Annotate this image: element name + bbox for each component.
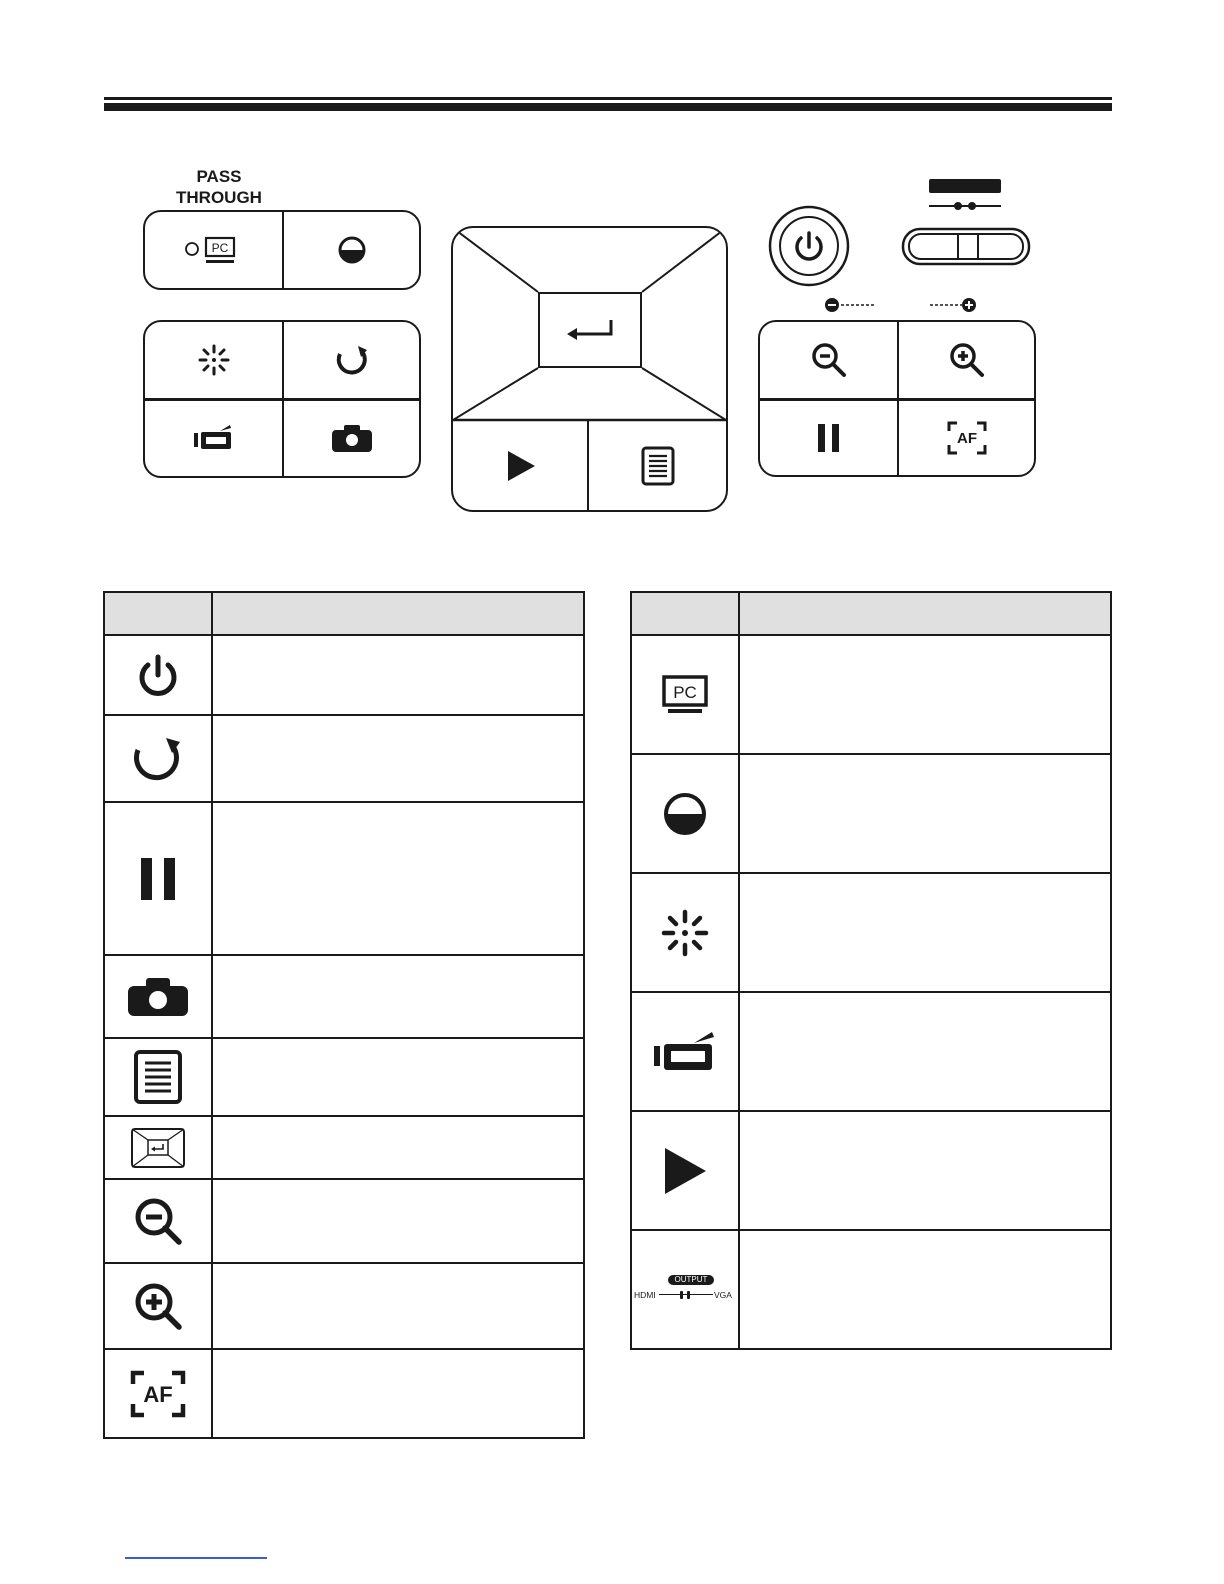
navigation-pad: [451, 226, 728, 512]
pause-icon: [139, 856, 177, 902]
enter-button[interactable]: [538, 292, 642, 368]
nav-up-button[interactable]: [463, 232, 717, 290]
zoom-out-button[interactable]: [760, 322, 897, 398]
table-row: [104, 1349, 584, 1438]
minus-circle-icon: [824, 296, 876, 314]
zoom-in-icon: [948, 341, 986, 379]
switch-track: [659, 1294, 713, 1295]
right-table-header-desc-col: [739, 592, 1111, 635]
table-row: [631, 992, 1111, 1111]
table-row: [631, 1111, 1111, 1230]
row-description: [739, 1230, 1111, 1349]
hdmi-label: HDMI: [634, 1289, 656, 1300]
row-description: [739, 992, 1111, 1111]
capture-panel: [143, 320, 421, 478]
light-icon: [197, 343, 231, 377]
light-button[interactable]: [145, 322, 282, 398]
table-row: [104, 1038, 584, 1116]
table-row: [104, 1116, 584, 1179]
play-button[interactable]: [453, 422, 588, 510]
row-description: [739, 1111, 1111, 1230]
row-description: [212, 715, 584, 802]
play-icon: [505, 449, 537, 483]
table-row: [104, 802, 584, 955]
zoom-minus-indicator: [824, 296, 876, 314]
rotate-icon: [334, 342, 370, 378]
camera-icon: [330, 423, 374, 453]
snapshot-button[interactable]: [284, 400, 419, 476]
right-icon-table: [630, 591, 1112, 1350]
right-table-header: [631, 592, 1111, 635]
table-row: [104, 1263, 584, 1349]
table-row: [104, 715, 584, 802]
table-row: [631, 1230, 1111, 1349]
left-table-header-icon-col: [104, 592, 212, 635]
output-label: OUTPUT: [668, 1275, 714, 1285]
row-description: [212, 955, 584, 1038]
row-description: [212, 635, 584, 715]
light-icon: [660, 908, 710, 958]
zoom-plus-indicator: [928, 296, 978, 314]
output-switch[interactable]: [900, 178, 1032, 268]
play-icon: [662, 1146, 708, 1196]
nav-left-button[interactable]: [457, 294, 535, 366]
footer-link-underline[interactable]: [125, 1557, 267, 1559]
right-table-header-icon-col: [631, 592, 739, 635]
left-table-header: [104, 592, 584, 635]
enter-icon: [565, 318, 615, 342]
table-row: [631, 754, 1111, 873]
table-row: [631, 873, 1111, 992]
table-row: [104, 1179, 584, 1263]
menu-icon: [133, 1049, 183, 1105]
output-switch-icon: [634, 1275, 736, 1305]
rotate-button[interactable]: [284, 322, 419, 398]
power-button[interactable]: [768, 205, 850, 287]
video-record-button[interactable]: [145, 400, 282, 476]
half-circle-icon: [336, 234, 368, 266]
svg-text:PC: PC: [673, 682, 697, 702]
pass-through-panel: [143, 210, 421, 290]
row-description: [212, 1038, 584, 1116]
plus-circle-icon: [928, 296, 978, 314]
output-switch-graphic: [900, 178, 1032, 268]
rotate-icon: [132, 736, 184, 782]
zoom-in-button[interactable]: [899, 322, 1034, 398]
video-camera-icon: [652, 1030, 718, 1074]
camera-icon: [126, 976, 190, 1018]
header-rule-thin: [104, 97, 1112, 100]
row-description: [739, 635, 1111, 754]
nav-right-button[interactable]: [645, 294, 723, 366]
svg-text:PC: PC: [211, 241, 228, 255]
row-description: [212, 1263, 584, 1349]
zoom-in-icon: [133, 1281, 183, 1331]
row-description: [212, 802, 584, 955]
row-description: [212, 1116, 584, 1179]
svg-text:AF: AF: [143, 1381, 173, 1407]
row-description: [212, 1349, 584, 1438]
left-table-header-desc-col: [212, 592, 584, 635]
zoom-out-icon: [133, 1196, 183, 1246]
half-circle-button[interactable]: [284, 212, 419, 288]
pause-button[interactable]: [760, 400, 897, 475]
menu-button[interactable]: [590, 422, 726, 510]
pause-icon: [816, 422, 842, 454]
pc-button[interactable]: [145, 212, 282, 288]
pc-monitor-icon: [662, 675, 708, 715]
table-row: [104, 635, 584, 715]
row-description: [212, 1179, 584, 1263]
autofocus-icon: [130, 1370, 186, 1418]
left-icon-table: [103, 591, 585, 1439]
table-row: [104, 955, 584, 1038]
zoom-out-icon: [810, 341, 848, 379]
row-description: [739, 873, 1111, 992]
pc-monitor-icon: [184, 235, 244, 265]
power-icon: [136, 653, 180, 697]
svg-text:AF: AF: [956, 429, 977, 447]
header-rule-thick: [104, 103, 1112, 111]
autofocus-icon: [947, 421, 987, 455]
pass-through-label: PASS THROUGH: [176, 167, 262, 207]
menu-icon: [641, 446, 675, 486]
half-circle-icon: [662, 791, 708, 837]
autofocus-button[interactable]: [899, 400, 1034, 475]
zoom-panel: [758, 320, 1036, 477]
row-description: [739, 754, 1111, 873]
table-row: [631, 635, 1111, 754]
power-icon: [768, 205, 850, 287]
video-camera-icon: [192, 423, 236, 453]
vga-label: VGA: [714, 1289, 732, 1300]
enter-pad-icon: [130, 1127, 186, 1169]
